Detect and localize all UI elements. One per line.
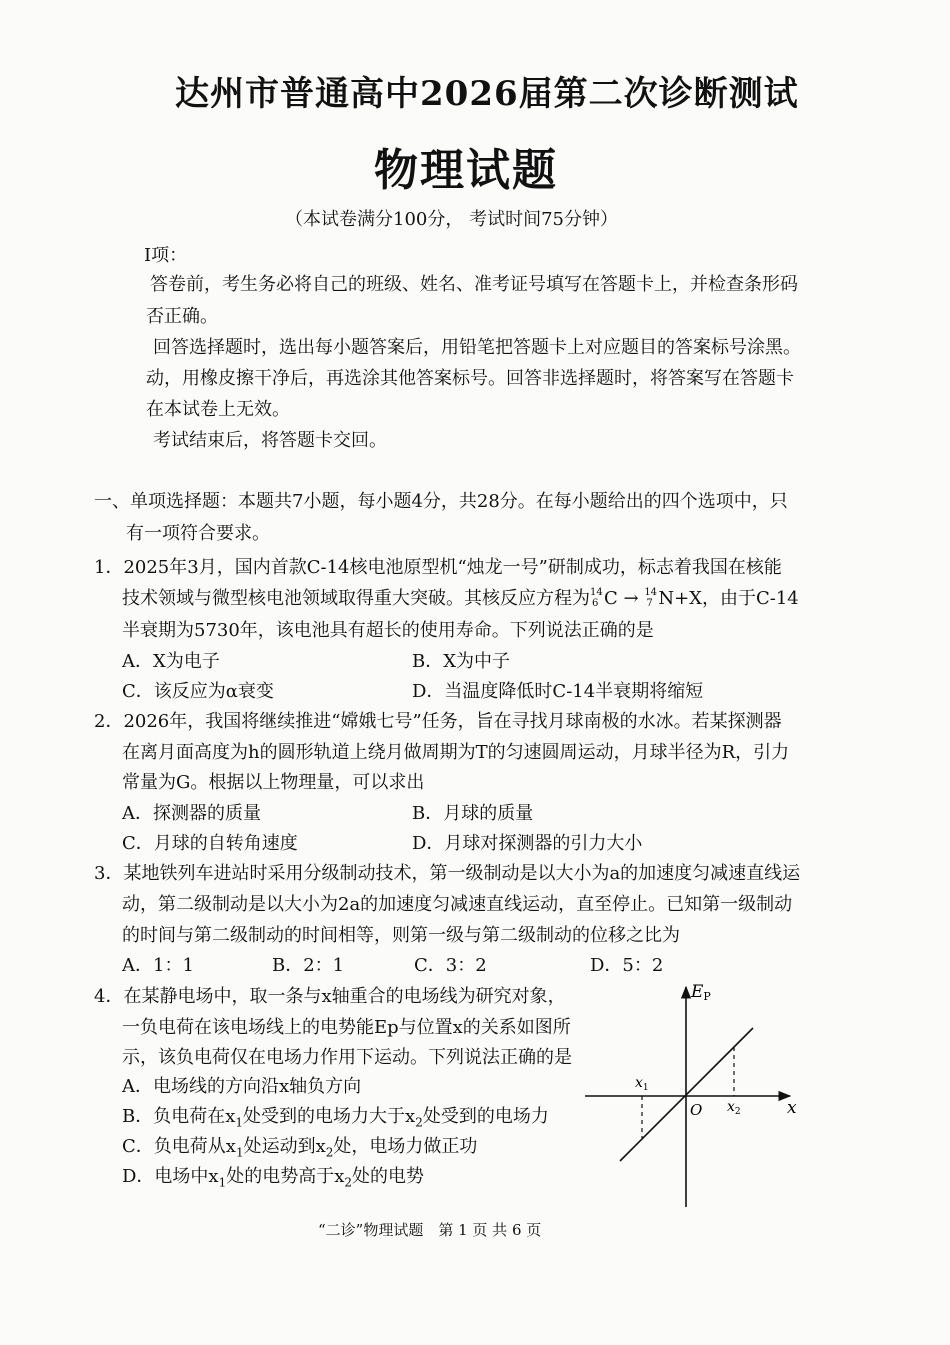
x1-label: $x_1$ — [635, 1075, 649, 1093]
ep-axis-label: EP — [691, 982, 711, 1003]
section-heading-line-2: 有一项符合要求。 — [126, 523, 270, 544]
x-axis-label: x — [787, 1098, 797, 1118]
notice-line-3: 回答选择题时，选出每小题答案后，用铅笔把答题卡上对应题目的答案标号涂黑。 — [153, 337, 801, 358]
page-footer: “二诊”物理试题 第 1 页 共 6 页 — [318, 1221, 542, 1239]
carbon-isotope: 14 6 — [590, 587, 603, 609]
q4-line-3: 示，该负电荷仅在电场力作用下运动。下列说法正确的是 — [122, 1047, 572, 1068]
q1-option-a: A．X为电子 — [122, 651, 220, 672]
q1-line-1: 1．2025年3月，国内首款C-14核电池原型机“烛龙一号”研制成功，标志着我国在核能 — [94, 557, 782, 578]
subject-title: 物理试题 — [374, 145, 558, 196]
q4-line-2: 一负电荷在该电场线上的电势能Ep与位置x的关系如图所 — [122, 1017, 571, 1038]
q3-option-b: B．2：1 — [272, 955, 345, 976]
q2-option-b: B．月球的质量 — [412, 803, 534, 824]
q3-line-2: 动，第二级制动是以大小为2a的加速度匀减速直线运动，直至停止。已知第一级制动 — [122, 894, 793, 915]
notice-line-6: 考试结束后，将答题卡交回。 — [153, 430, 387, 451]
q4-option-b: B．负电荷在$x_1$处受到的电场力大于$x_2$处受到的电场力 — [122, 1106, 549, 1130]
ep-x-graph — [575, 975, 805, 1215]
q2-line-3: 常量为G。根据以上物理量，可以求出 — [122, 772, 425, 793]
q2-option-c: C．月球的自转角速度 — [122, 833, 298, 854]
q1-option-c: C．该反应为α衰变 — [122, 681, 274, 702]
q4-option-a: A．电场线的方向沿x轴负方向 — [122, 1076, 362, 1097]
q2-option-d: D．月球对探测器的引力大小 — [412, 833, 643, 854]
q3-line-1: 3．某地铁列车进站时采用分级制动技术，第一级制动是以大小为a的加速度匀减速直线运 — [94, 863, 801, 884]
q1-option-b: B．X为中子 — [412, 651, 511, 672]
origin-label: O — [690, 1101, 703, 1119]
q3-option-c: C．3：2 — [414, 955, 487, 976]
q2-line-1: 2．2026年，我国将继续推进“嫦娥七号”任务，旨在寻找月球南极的水冰。若某探测器 — [94, 711, 782, 732]
notice-line-1: 答卷前，考生务必将自己的班级、姓名、准考证号填写在答题卡上，并检查条形码 — [150, 274, 798, 295]
q1-option-d: D．当温度降低时C-14半衰期将缩短 — [412, 681, 704, 702]
exam-title: 达州市普通高中2026届第二次诊断测试 — [175, 74, 799, 114]
exam-info: （本试卷满分100分， 考试时间75分钟） — [285, 209, 618, 230]
notice-line-2: 否正确。 — [146, 306, 218, 327]
notice-line-4: 动，用橡皮擦干净后，再选涂其他答案标号。回答非选择题时，将答案写在答题卡 — [146, 368, 794, 389]
reaction-arrow: → — [617, 588, 645, 609]
q3-option-a: A．1：1 — [122, 955, 194, 976]
q3-line-3: 的时间与第二级制动的时间相等，则第一级与第二级制动的位移之比为 — [122, 925, 680, 946]
x2-label: $x_2$ — [727, 1099, 741, 1117]
q4-option-c: C．负电荷从$x_1$处运动到$x_2$处，电场力做正功 — [122, 1136, 478, 1160]
q3-option-d: D．5：2 — [590, 955, 664, 976]
q4-line-1: 4．在某静电场中，取一条与x轴重合的电场线为研究对象， — [94, 986, 566, 1007]
q1-line-2: 技术领域与微型核电池领域取得重大突破。其核反应方程为 14 6 C → 14 7 N+X，由于C-14 — [122, 587, 799, 609]
nitrogen-isotope: 14 7 — [644, 587, 658, 609]
q2-option-a: A．探测器的质量 — [122, 803, 261, 824]
q4-option-d: D．电场中$x_1$处的电势高于$x_2$处的电势 — [122, 1166, 425, 1190]
notice-label: Ι项： — [144, 245, 188, 266]
q2-line-2: 在离月面高度为h的圆形轨道上绕月做周期为T的匀速圆周运动，月球半径为R，引力 — [122, 742, 790, 763]
section-heading-line-1: 一、单项选择题：本题共7小题，每小题4分，共28分。在每小题给出的四个选项中，只 — [94, 491, 788, 512]
notice-line-5: 在本试卷上无效。 — [146, 399, 290, 420]
q1-line-3: 半衰期为5730年，该电池具有超长的使用寿命。下列说法正确的是 — [122, 620, 654, 641]
